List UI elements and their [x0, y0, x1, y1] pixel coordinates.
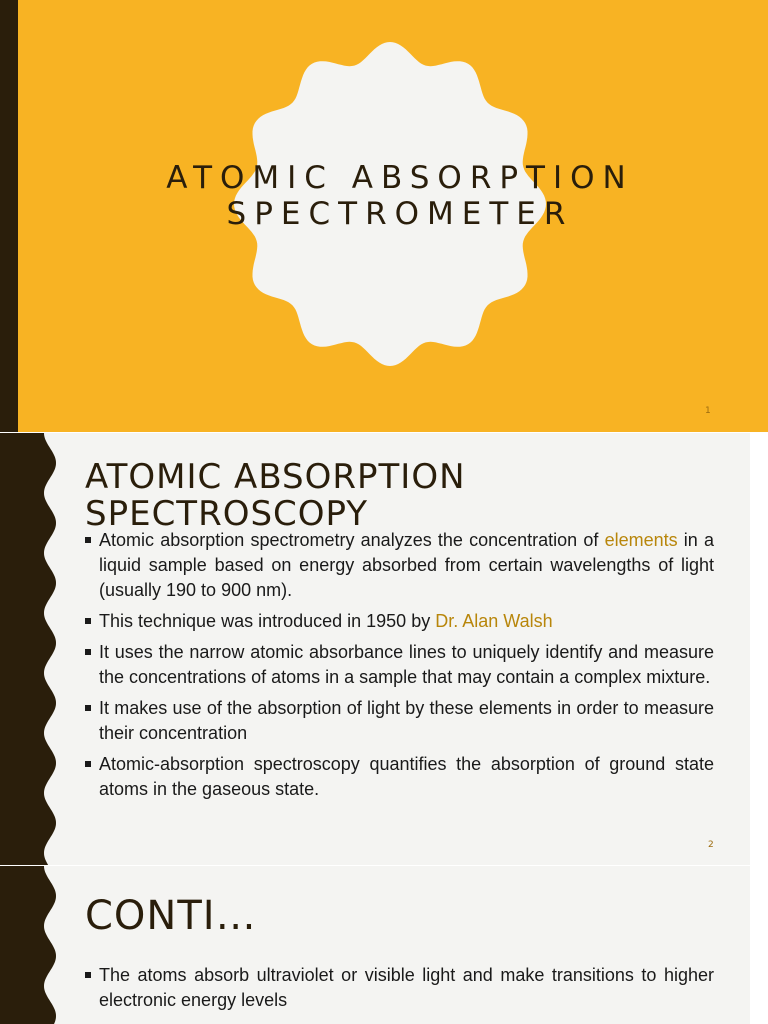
wavy-side-border: [0, 866, 80, 1024]
title-slide: [0, 0, 768, 432]
slide-heading: [85, 459, 705, 533]
bullet-list: [85, 528, 714, 808]
slide-heading: CONTI…: [85, 893, 257, 939]
bullet-text: This technique was introduced in 1950 by: [99, 611, 436, 631]
bullet-marker: [85, 972, 91, 978]
bullet-text: It makes use of the absorption of light by these elements in order to measure their concentration: [99, 698, 714, 743]
bullet-item: [85, 696, 714, 746]
bullet-list: [85, 963, 714, 1019]
content-slide: [0, 433, 768, 865]
slide-number: 2: [708, 840, 714, 850]
bullet-text: in a liquid sample based on energy absorbed from certain wavelengths of light (usually 190 to 900 nm).: [99, 530, 715, 600]
bullet-marker: [85, 537, 91, 543]
bullet-item: [85, 752, 714, 802]
slide-number: 1: [705, 406, 711, 416]
bullet-item: [85, 640, 714, 690]
bullet-marker: [85, 649, 91, 655]
right-margin-strip: [750, 866, 768, 1024]
alan-walsh-link[interactable]: Dr. Alan Walsh: [435, 611, 553, 631]
bullet-marker: [85, 618, 91, 624]
title-line-1: ATOMIC ABSORPTION: [166, 160, 634, 196]
presentation-title: [100, 160, 700, 232]
bullet-text: Atomic-absorption spectroscopy quantifies the absorption of ground state atoms in the gaseous state.: [99, 754, 714, 799]
right-margin-strip: [750, 433, 768, 865]
bullet-item: [85, 609, 714, 634]
bullet-marker: [85, 705, 91, 711]
bullet-item: [85, 528, 714, 603]
bullet-text: The atoms absorb ultraviolet or visible light and make transitions to higher electronic energy levels: [99, 965, 714, 1010]
bullet-marker: [85, 761, 91, 767]
dark-accent-strip: [0, 0, 18, 432]
bullet-text: It uses the narrow atomic absorbance lines to uniquely identify and measure the concentrations of atoms in a sample that may contain a complex mixture.: [99, 642, 714, 687]
bullet-text: Atomic absorption spectrometry analyzes the concentration of: [99, 530, 605, 550]
content-slide: [0, 866, 768, 1024]
bullet-item: [85, 963, 714, 1013]
heading-line-2: SPECTROSCOPY: [85, 494, 369, 534]
title-line-2: SPECTROMETER: [226, 196, 574, 232]
heading-line-1: ATOMIC ABSORPTION: [85, 457, 466, 497]
elements-link[interactable]: elements: [604, 530, 678, 550]
wavy-side-border: [0, 433, 80, 865]
